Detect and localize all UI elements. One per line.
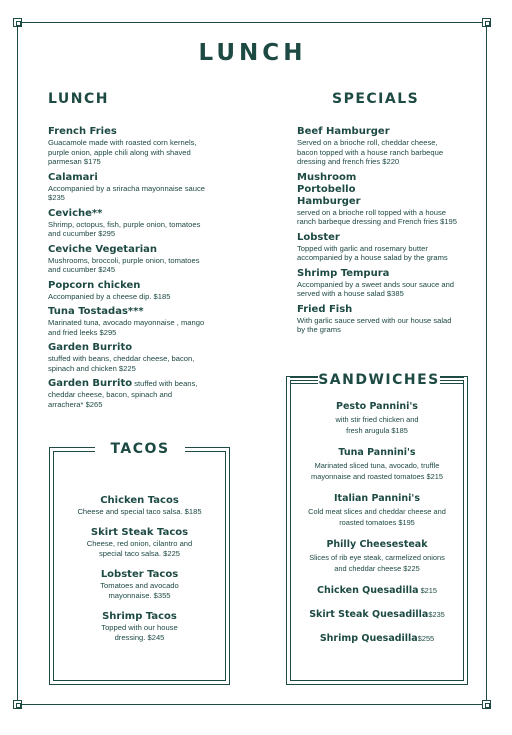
menu-item: Shrimp Quesadilla$255 [319, 633, 435, 644]
sandwiches-heading: SANDWICHES [318, 372, 440, 388]
menu-item: Italian Pannini's Cold meat slices and cheddar cheese and roasted tomatoes $195 [308, 493, 446, 527]
menu-item: Shrimp Tacos Topped with our house dressing. $245 [101, 611, 178, 642]
menu-item: Tuna Tostadas*** Marinated tuna, avocado mayonnaise , mango and fried leeks $295 [48, 306, 205, 337]
ornament-lines [440, 377, 464, 384]
menu-item: Chicken Quesadilla $215 [316, 585, 438, 596]
specials-list [297, 126, 457, 340]
menu-item: Popcorn chicken Accompanied by a cheese dip. $185 [48, 279, 171, 301]
menu-item: Ceviche Vegetarian Mushrooms, broccoli, purple onion, tomatoes and cucumber $245 [48, 243, 200, 274]
lunch-list [48, 126, 208, 414]
lunch-heading: LUNCH [48, 91, 109, 107]
tacos-list [64, 494, 215, 652]
specials-heading: SPECIALS [332, 91, 420, 107]
tacos-heading: TACOS [95, 441, 185, 457]
menu-item: Garden Burrito stuffed with beans, cheddar cheese, bacon, spinach and arrachera* $265 [48, 378, 198, 409]
menu-item: Tuna Pannini's Marinated sliced tuna, avocado, truffle mayonnaise and roasted tomatoes $215 [311, 447, 443, 481]
page-title: LUNCH [198, 40, 307, 66]
menu-item: Garden Burrito stuffed with beans, cheddar cheese, bacon, spinach and chicken $225 [48, 342, 195, 373]
menu-item: Skirt Steak Quesadilla$235 [309, 609, 445, 620]
menu-item: Chicken Tacos Cheese and special taco salsa. $185 [77, 495, 202, 516]
menu-item: Fried Fish With garlic sauce served with our house salad by the grams [297, 303, 452, 334]
corner-ornament [482, 700, 491, 709]
corner-ornament [13, 18, 22, 27]
menu-item: Lobster Topped with garlic and rosemary butter accompanied by a house salad by the grams [297, 231, 448, 262]
menu-item: Beef Hamburger Served on a brioche roll, cheddar cheese, bacon topped with a house ranch barbeque dressing and french fries $220 [297, 126, 444, 166]
ornament-lines [290, 377, 318, 384]
menu-item: Philly Cheesesteak Slices of rib eye steak, carmelized onions and cheddar cheese $225 [309, 539, 445, 573]
corner-ornament [482, 18, 491, 27]
corner-ornament [13, 700, 22, 709]
sandwiches-list [296, 400, 458, 656]
menu-item: Shrimp Tempura Accompanied by a sweet ands sour sauce and served with a house salad $385 [297, 267, 455, 298]
menu-item: Ceviche** Shrimp, octopus, fish, purple onion, tomatoes and cucumber $295 [48, 207, 201, 238]
menu-item: Calamari Accompanied by a sriracha mayonnaise sauce $235 [48, 171, 206, 202]
menu-item: Mushroom Portobello Hamburger served on a brioche roll topped with a house ranch barbeque dressing and French fries $195 [297, 171, 457, 226]
menu-item: Lobster Tacos Tomatoes and avocado mayonnaise. $355 [100, 569, 179, 600]
menu-item: French Fries Guacamole made with roasted corn kernels, purple onion, apple chili along with shaved parmesan $175 [48, 126, 197, 166]
menu-item: Pesto Pannini's with stir fried chicken and fresh arugula $185 [335, 401, 419, 435]
menu-item: Skirt Steak Tacos Cheese, red onion, cilantro and special taco salsa. $225 [86, 527, 193, 558]
